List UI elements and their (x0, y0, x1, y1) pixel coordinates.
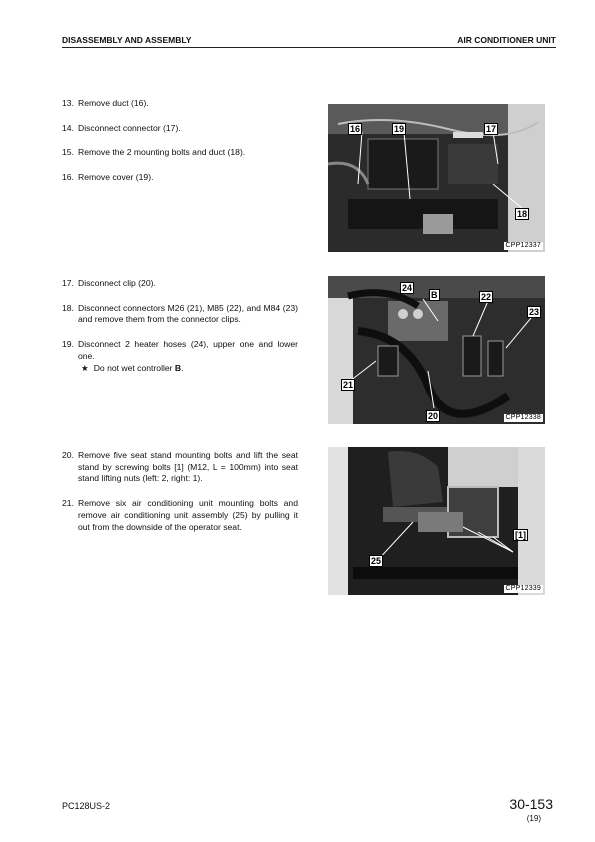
step-number: 21. (62, 498, 74, 509)
step-16 (62, 172, 298, 184)
star-icon: ★ (81, 362, 89, 373)
step-number: 18. (62, 302, 74, 313)
note-end: . (181, 362, 184, 373)
step-number: 13. (62, 98, 74, 108)
step-18 (62, 303, 298, 326)
step-text: Remove cover (19). (78, 172, 154, 183)
callout-bolt-1: [1] (515, 530, 526, 540)
step-number: 17. (62, 278, 74, 288)
step-text: Remove six air conditioning unit mounting bolts and remove air conditioning unit assembly (25) by pulling it out from the downside of the operator seat. (78, 498, 298, 532)
footer-model: PC128US-2 (62, 801, 111, 811)
figure-code: CPP12337 (505, 242, 541, 249)
photo-connectors (328, 276, 545, 424)
step-number: 19. (62, 339, 74, 350)
figure-code: CPP12338 (505, 414, 541, 421)
steps-group-2 (62, 278, 298, 387)
callout-17: 17 (486, 124, 497, 134)
step-text: Remove duct (16). (78, 98, 149, 108)
step-17 (62, 278, 298, 290)
header-chapter-title: AIR CONDITIONER UNIT (457, 35, 556, 45)
step-21 (62, 498, 298, 533)
photo-duct-removal (328, 104, 545, 252)
step-14 (62, 123, 298, 135)
callout-22: 22 (481, 292, 492, 302)
footer-page-number: 30-153 (509, 796, 553, 812)
callout-19: 19 (394, 124, 405, 134)
note-text: Do not wet controller (93, 362, 175, 373)
page-header (62, 33, 556, 48)
step-text: Disconnect connector (17). (78, 122, 181, 133)
callout-21: 21 (343, 380, 354, 390)
callout-20: 20 (428, 411, 439, 421)
note-bold-label: B (174, 362, 182, 373)
step-number: 16. (62, 172, 74, 183)
step-15 (62, 147, 298, 159)
step-text: Remove the 2 mounting bolts and duct (18). (78, 147, 246, 158)
step-text: Disconnect connectors M26 (21), M85 (22), and M84 (23) and remove them from the connector clips. (78, 302, 298, 325)
step-text: Disconnect 2 heater hoses (24), upper one and lower one. (78, 339, 298, 361)
step-text: Remove five seat stand mounting bolts and lift the seat stand by screwing bolts [1] (M12, L = 100mm) into seat stand lifting nuts (left: 2, right: 1). (78, 450, 298, 484)
photo-seat-image (328, 447, 545, 595)
step-13 (62, 98, 298, 110)
photo-seat-stand (328, 447, 545, 595)
figure-code: CPP12339 (505, 585, 541, 592)
callout-24: 24 (402, 283, 413, 293)
step-20 (62, 450, 298, 485)
callout-25: 25 (371, 556, 382, 566)
step-number: 14. (62, 122, 74, 133)
step-19 (62, 339, 298, 374)
header-section-title: DISASSEMBLY AND ASSEMBLY (62, 35, 192, 45)
callout-18: 18 (517, 209, 528, 219)
steps-group-3 (62, 450, 298, 546)
steps-group-1 (62, 98, 298, 197)
callout-23: 23 (529, 307, 540, 317)
step-number: 20. (62, 450, 74, 460)
callout-B: B (431, 290, 438, 300)
footer-revision: (19) (526, 814, 541, 823)
caution-note (78, 363, 298, 375)
callout-16: 16 (350, 124, 361, 134)
step-number: 15. (62, 147, 74, 158)
step-text: Disconnect clip (20). (78, 278, 156, 288)
